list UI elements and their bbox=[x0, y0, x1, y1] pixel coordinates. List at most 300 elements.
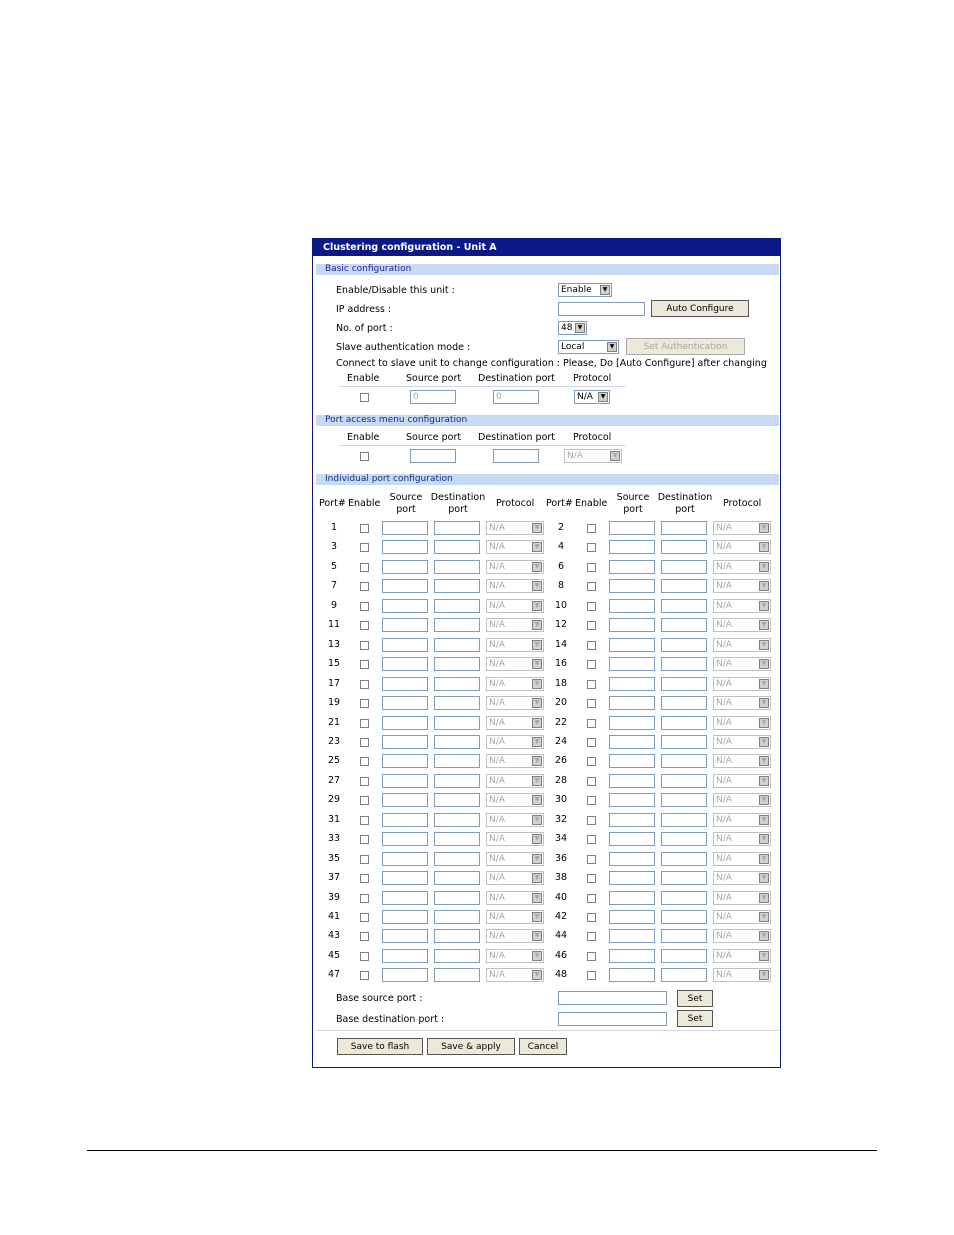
port-destination-input[interactable] bbox=[661, 968, 707, 982]
port-source-input[interactable] bbox=[609, 540, 655, 554]
divider bbox=[339, 386, 626, 387]
chevron-down-icon: ▼ bbox=[759, 737, 769, 747]
port-enable-checkbox[interactable] bbox=[587, 777, 596, 786]
access-enable-checkbox[interactable] bbox=[360, 452, 369, 461]
basic-enable-checkbox[interactable] bbox=[360, 393, 369, 402]
port-protocol-select[interactable]: N/A ▼ bbox=[713, 949, 771, 963]
port-source-input[interactable] bbox=[609, 618, 655, 632]
port-number: 16 bbox=[554, 658, 568, 670]
port-number: 8 bbox=[557, 580, 565, 592]
port-enable-checkbox[interactable] bbox=[587, 913, 596, 922]
port-enable-checkbox[interactable] bbox=[587, 641, 596, 650]
port-enable-checkbox[interactable] bbox=[587, 660, 596, 669]
port-destination-input[interactable] bbox=[434, 618, 480, 632]
port-protocol-select[interactable]: N/A ▼ bbox=[713, 871, 771, 885]
port-protocol-select[interactable]: N/A ▼ bbox=[486, 968, 544, 982]
port-enable-checkbox[interactable] bbox=[360, 738, 369, 747]
chevron-down-icon: ▼ bbox=[759, 756, 769, 766]
basic-source-port-input[interactable]: 0 bbox=[410, 390, 456, 404]
port-enable-checkbox[interactable] bbox=[587, 563, 596, 572]
port-enable-checkbox[interactable] bbox=[587, 874, 596, 883]
ind-col-destination-port: port bbox=[448, 504, 468, 515]
port-source-input[interactable] bbox=[609, 657, 655, 671]
port-number: 1 bbox=[330, 522, 338, 533]
port-enable-checkbox[interactable] bbox=[587, 835, 596, 844]
chevron-down-icon: ▼ bbox=[532, 581, 542, 591]
port-protocol-select[interactable]: N/A ▼ bbox=[713, 599, 771, 613]
chevron-down-icon: ▼ bbox=[532, 776, 542, 786]
port-protocol-select[interactable]: N/A ▼ bbox=[713, 657, 771, 671]
port-source-input[interactable] bbox=[382, 521, 428, 535]
port-destination-input[interactable] bbox=[661, 852, 707, 866]
port-enable-checkbox[interactable] bbox=[360, 874, 369, 883]
chevron-down-icon: ▼ bbox=[532, 601, 542, 611]
chevron-down-icon: ▼ bbox=[532, 718, 542, 728]
slave-auth-mode-select[interactable]: Local ▼ bbox=[558, 340, 619, 354]
port-number: 22 bbox=[554, 716, 568, 728]
chevron-down-icon: ▼ bbox=[532, 542, 542, 552]
port-enable-checkbox[interactable] bbox=[360, 816, 369, 825]
port-source-input[interactable] bbox=[609, 774, 655, 788]
access-col-enable: Enable bbox=[347, 432, 380, 443]
port-protocol-select[interactable]: N/A ▼ bbox=[713, 716, 771, 730]
port-source-input[interactable] bbox=[382, 618, 428, 632]
chevron-down-icon: ▼ bbox=[759, 640, 769, 650]
save-to-flash-button[interactable]: Save to flash bbox=[337, 1038, 423, 1055]
port-number: 34 bbox=[554, 833, 568, 845]
port-destination-input[interactable] bbox=[661, 716, 707, 730]
port-enable-checkbox[interactable] bbox=[360, 719, 369, 728]
basic-col-protocol: Protocol bbox=[573, 373, 612, 384]
base-source-set-button[interactable]: Set bbox=[677, 990, 713, 1007]
port-protocol-select[interactable]: N/A ▼ bbox=[713, 891, 771, 905]
port-protocol-select[interactable]: N/A ▼ bbox=[713, 540, 771, 554]
port-source-input[interactable] bbox=[382, 910, 428, 924]
port-protocol-select[interactable]: N/A ▼ bbox=[713, 696, 771, 710]
chevron-down-icon: ▼ bbox=[532, 893, 542, 903]
port-enable-checkbox[interactable] bbox=[587, 952, 596, 961]
port-protocol-select[interactable]: N/A ▼ bbox=[486, 716, 544, 730]
port-source-input[interactable] bbox=[382, 638, 428, 652]
port-enable-checkbox[interactable] bbox=[587, 524, 596, 533]
port-number: 15 bbox=[327, 658, 341, 670]
chevron-down-icon: ▼ bbox=[532, 873, 542, 883]
port-destination-input[interactable] bbox=[434, 813, 480, 827]
port-protocol-select[interactable]: N/A ▼ bbox=[486, 579, 544, 593]
port-protocol-select[interactable]: N/A ▼ bbox=[713, 638, 771, 652]
port-source-input[interactable] bbox=[382, 579, 428, 593]
port-destination-input[interactable] bbox=[661, 774, 707, 788]
port-destination-input[interactable] bbox=[434, 968, 480, 982]
ind-col-enable: Enable bbox=[575, 498, 608, 509]
port-source-input[interactable] bbox=[609, 852, 655, 866]
port-enable-checkbox[interactable] bbox=[587, 738, 596, 747]
port-protocol-select[interactable]: N/A ▼ bbox=[486, 657, 544, 671]
port-enable-checkbox[interactable] bbox=[360, 855, 369, 864]
port-source-input[interactable] bbox=[609, 813, 655, 827]
port-source-input[interactable] bbox=[609, 929, 655, 943]
port-enable-checkbox[interactable] bbox=[360, 913, 369, 922]
port-source-input[interactable] bbox=[382, 929, 428, 943]
access-source-port-input[interactable] bbox=[410, 449, 456, 463]
port-source-input[interactable] bbox=[609, 832, 655, 846]
enable-unit-label: Enable/Disable this unit : bbox=[336, 285, 455, 296]
basic-col-enable: Enable bbox=[347, 373, 380, 384]
port-destination-input[interactable] bbox=[661, 540, 707, 554]
port-protocol-select[interactable]: N/A ▼ bbox=[486, 832, 544, 846]
port-destination-input[interactable] bbox=[661, 949, 707, 963]
port-destination-input[interactable] bbox=[661, 599, 707, 613]
port-number: 44 bbox=[554, 930, 568, 942]
port-enable-checkbox[interactable] bbox=[360, 894, 369, 903]
port-protocol-select[interactable]: N/A ▼ bbox=[713, 929, 771, 943]
port-number: 32 bbox=[554, 813, 568, 825]
port-protocol-select[interactable]: N/A ▼ bbox=[486, 521, 544, 535]
ind-col-enable: Enable bbox=[348, 498, 381, 509]
port-source-input[interactable] bbox=[609, 677, 655, 691]
chevron-down-icon: ▼ bbox=[532, 679, 542, 689]
port-protocol-select[interactable]: N/A ▼ bbox=[486, 793, 544, 807]
port-protocol-select[interactable]: N/A ▼ bbox=[713, 735, 771, 749]
port-destination-input[interactable] bbox=[434, 793, 480, 807]
port-protocol-select[interactable]: N/A ▼ bbox=[486, 774, 544, 788]
port-number: 5 bbox=[330, 560, 338, 572]
port-source-input[interactable] bbox=[382, 949, 428, 963]
port-source-input[interactable] bbox=[609, 968, 655, 982]
port-protocol-select[interactable]: N/A ▼ bbox=[713, 560, 771, 574]
port-source-input[interactable] bbox=[382, 793, 428, 807]
port-destination-input[interactable] bbox=[661, 910, 707, 924]
chevron-down-icon: ▼ bbox=[532, 756, 542, 766]
port-enable-checkbox[interactable] bbox=[587, 855, 596, 864]
chevron-down-icon: ▼ bbox=[532, 931, 542, 941]
access-col-source-port: Source port bbox=[406, 432, 462, 443]
port-enable-checkbox[interactable] bbox=[360, 602, 369, 611]
cancel-button[interactable]: Cancel bbox=[519, 1038, 567, 1055]
port-source-input[interactable] bbox=[382, 599, 428, 613]
port-protocol-select[interactable]: N/A ▼ bbox=[713, 832, 771, 846]
port-number: 45 bbox=[327, 949, 341, 961]
port-number: 12 bbox=[554, 619, 568, 631]
ip-address-label: IP address : bbox=[336, 304, 392, 315]
port-enable-checkbox[interactable] bbox=[587, 816, 596, 825]
port-destination-input[interactable] bbox=[434, 832, 480, 846]
port-enable-checkbox[interactable] bbox=[587, 699, 596, 708]
port-enable-checkbox[interactable] bbox=[360, 796, 369, 805]
base-source-port-label: Base source port : bbox=[336, 993, 423, 1004]
port-protocol-select[interactable]: N/A ▼ bbox=[486, 910, 544, 924]
port-enable-checkbox[interactable] bbox=[360, 582, 369, 591]
port-protocol-select[interactable]: N/A ▼ bbox=[486, 754, 544, 768]
port-source-input[interactable] bbox=[382, 677, 428, 691]
port-destination-input[interactable] bbox=[661, 579, 707, 593]
port-destination-input[interactable] bbox=[434, 716, 480, 730]
port-source-input[interactable] bbox=[609, 521, 655, 535]
port-enable-checkbox[interactable] bbox=[587, 757, 596, 766]
port-protocol-select[interactable]: N/A ▼ bbox=[486, 696, 544, 710]
port-number: 7 bbox=[330, 580, 338, 592]
port-protocol-select[interactable]: N/A ▼ bbox=[713, 910, 771, 924]
port-number: 13 bbox=[327, 638, 341, 650]
port-destination-input[interactable] bbox=[434, 949, 480, 963]
port-source-input[interactable] bbox=[382, 696, 428, 710]
chevron-down-icon: ▼ bbox=[532, 523, 542, 533]
port-destination-input[interactable] bbox=[661, 657, 707, 671]
port-protocol-select[interactable]: N/A ▼ bbox=[713, 793, 771, 807]
port-enable-checkbox[interactable] bbox=[360, 699, 369, 708]
port-enable-checkbox[interactable] bbox=[360, 621, 369, 630]
port-enable-checkbox[interactable] bbox=[360, 543, 369, 552]
port-source-input[interactable] bbox=[609, 891, 655, 905]
port-enable-checkbox[interactable] bbox=[587, 894, 596, 903]
chevron-down-icon: ▼ bbox=[759, 581, 769, 591]
ip-address-input[interactable] bbox=[558, 302, 645, 316]
port-source-input[interactable] bbox=[382, 774, 428, 788]
port-enable-checkbox[interactable] bbox=[360, 563, 369, 572]
port-protocol-select[interactable]: N/A ▼ bbox=[486, 618, 544, 632]
basic-col-source-port: Source port bbox=[406, 373, 462, 384]
port-source-input[interactable] bbox=[382, 813, 428, 827]
chevron-down-icon: ▼ bbox=[759, 698, 769, 708]
port-enable-checkbox[interactable] bbox=[587, 680, 596, 689]
base-source-port-input[interactable] bbox=[558, 991, 667, 1005]
port-protocol-select[interactable]: N/A ▼ bbox=[486, 735, 544, 749]
port-protocol-select[interactable]: N/A ▼ bbox=[486, 599, 544, 613]
port-destination-input[interactable] bbox=[434, 560, 480, 574]
port-number: 18 bbox=[554, 677, 568, 689]
port-destination-input[interactable] bbox=[434, 638, 480, 652]
port-enable-checkbox[interactable] bbox=[587, 932, 596, 941]
port-source-input[interactable] bbox=[609, 579, 655, 593]
chevron-down-icon: ▼ bbox=[759, 815, 769, 825]
port-protocol-select[interactable]: N/A ▼ bbox=[486, 929, 544, 943]
port-enable-checkbox[interactable] bbox=[587, 621, 596, 630]
chevron-down-icon: ▼ bbox=[532, 815, 542, 825]
set-authentication-button[interactable]: Set Authentication bbox=[626, 338, 745, 355]
port-source-input[interactable] bbox=[382, 735, 428, 749]
port-protocol-select[interactable]: N/A ▼ bbox=[486, 540, 544, 554]
ind-col-destination: Destination bbox=[430, 492, 486, 503]
chevron-down-icon: ▼ bbox=[532, 698, 542, 708]
port-source-input[interactable] bbox=[609, 871, 655, 885]
port-source-input[interactable] bbox=[609, 735, 655, 749]
port-destination-input[interactable] bbox=[434, 521, 480, 535]
ind-col-protocol: Protocol bbox=[496, 498, 535, 509]
port-destination-input[interactable] bbox=[661, 813, 707, 827]
port-enable-checkbox[interactable] bbox=[360, 641, 369, 650]
port-source-input[interactable] bbox=[382, 871, 428, 885]
base-destination-port-label: Base destination port : bbox=[336, 1014, 445, 1025]
port-destination-input[interactable] bbox=[434, 891, 480, 905]
window-title: Clustering configuration - Unit A bbox=[313, 239, 780, 256]
port-protocol-select[interactable]: N/A ▼ bbox=[486, 852, 544, 866]
port-number: 9 bbox=[330, 599, 338, 611]
port-destination-input[interactable] bbox=[434, 929, 480, 943]
port-destination-input[interactable] bbox=[661, 793, 707, 807]
port-protocol-select[interactable]: N/A ▼ bbox=[713, 618, 771, 632]
number-of-port-select[interactable]: 48 ▼ bbox=[558, 321, 587, 335]
port-destination-input[interactable] bbox=[434, 754, 480, 768]
port-source-input[interactable] bbox=[382, 754, 428, 768]
port-source-input[interactable] bbox=[609, 949, 655, 963]
chevron-down-icon: ▼ bbox=[759, 562, 769, 572]
chevron-down-icon: ▼ bbox=[759, 776, 769, 786]
port-destination-input[interactable] bbox=[661, 891, 707, 905]
port-destination-input[interactable] bbox=[661, 638, 707, 652]
port-destination-input[interactable] bbox=[434, 735, 480, 749]
port-enable-checkbox[interactable] bbox=[587, 543, 596, 552]
chevron-down-icon: ▼ bbox=[759, 873, 769, 883]
port-destination-input[interactable] bbox=[661, 696, 707, 710]
enable-unit-select[interactable]: Enable ▼ bbox=[558, 283, 612, 297]
access-protocol-select[interactable]: N/A ▼ bbox=[564, 449, 622, 463]
port-destination-input[interactable] bbox=[661, 677, 707, 691]
port-protocol-select[interactable]: N/A ▼ bbox=[713, 852, 771, 866]
port-enable-checkbox[interactable] bbox=[587, 971, 596, 980]
port-destination-input[interactable] bbox=[434, 599, 480, 613]
port-protocol-select[interactable]: N/A ▼ bbox=[713, 754, 771, 768]
port-enable-checkbox[interactable] bbox=[360, 660, 369, 669]
port-protocol-select[interactable]: N/A ▼ bbox=[713, 677, 771, 691]
port-destination-input[interactable] bbox=[661, 521, 707, 535]
port-source-input[interactable] bbox=[609, 716, 655, 730]
base-destination-set-button[interactable]: Set bbox=[677, 1010, 713, 1027]
port-destination-input[interactable] bbox=[434, 657, 480, 671]
port-enable-checkbox[interactable] bbox=[360, 971, 369, 980]
port-number: 47 bbox=[327, 969, 341, 981]
port-destination-input[interactable] bbox=[661, 735, 707, 749]
port-number: 24 bbox=[554, 735, 568, 747]
port-number: 40 bbox=[554, 891, 568, 903]
port-source-input[interactable] bbox=[382, 852, 428, 866]
basic-configuration-header: Basic configuration bbox=[316, 264, 779, 275]
port-number: 41 bbox=[327, 911, 341, 922]
chevron-down-icon: ▼ bbox=[532, 562, 542, 572]
port-number: 36 bbox=[554, 852, 568, 864]
port-source-input[interactable] bbox=[609, 696, 655, 710]
port-source-input[interactable] bbox=[609, 599, 655, 613]
port-source-input[interactable] bbox=[382, 891, 428, 905]
chevron-down-icon: ▼ bbox=[575, 323, 585, 333]
port-source-input[interactable] bbox=[609, 754, 655, 768]
chevron-down-icon: ▼ bbox=[759, 893, 769, 903]
port-source-input[interactable] bbox=[609, 910, 655, 924]
port-protocol-select[interactable]: N/A ▼ bbox=[713, 774, 771, 788]
port-access-header: Port access menu configuration bbox=[316, 415, 779, 426]
chevron-down-icon: ▼ bbox=[759, 542, 769, 552]
port-enable-checkbox[interactable] bbox=[587, 602, 596, 611]
port-destination-input[interactable] bbox=[434, 871, 480, 885]
port-source-input[interactable] bbox=[609, 560, 655, 574]
port-protocol-select[interactable]: N/A ▼ bbox=[486, 638, 544, 652]
port-enable-checkbox[interactable] bbox=[360, 680, 369, 689]
port-enable-checkbox[interactable] bbox=[587, 796, 596, 805]
port-protocol-select[interactable]: N/A ▼ bbox=[486, 949, 544, 963]
port-source-input[interactable] bbox=[382, 540, 428, 554]
chevron-down-icon: ▼ bbox=[532, 854, 542, 864]
port-protocol-select[interactable]: N/A ▼ bbox=[486, 871, 544, 885]
slave-auth-mode-label: Slave authentication mode : bbox=[336, 342, 471, 353]
port-destination-input[interactable] bbox=[661, 618, 707, 632]
port-number: 39 bbox=[327, 891, 341, 903]
port-source-input[interactable] bbox=[609, 793, 655, 807]
port-protocol-select[interactable]: N/A ▼ bbox=[486, 891, 544, 905]
auto-configure-button[interactable]: Auto Configure bbox=[651, 300, 749, 317]
chevron-down-icon: ▼ bbox=[532, 970, 542, 980]
port-number: 28 bbox=[554, 774, 568, 786]
port-source-input[interactable] bbox=[382, 968, 428, 982]
port-destination-input[interactable] bbox=[434, 540, 480, 554]
port-protocol-select[interactable]: N/A ▼ bbox=[486, 677, 544, 691]
port-source-input[interactable] bbox=[382, 560, 428, 574]
port-protocol-select[interactable]: N/A ▼ bbox=[713, 579, 771, 593]
port-number: 23 bbox=[327, 735, 341, 747]
port-destination-input[interactable] bbox=[661, 871, 707, 885]
chevron-down-icon: ▼ bbox=[532, 640, 542, 650]
port-destination-input[interactable] bbox=[434, 696, 480, 710]
port-protocol-select[interactable]: N/A ▼ bbox=[713, 813, 771, 827]
port-number: 25 bbox=[327, 755, 341, 767]
port-destination-input[interactable] bbox=[434, 852, 480, 866]
port-protocol-select[interactable]: N/A ▼ bbox=[713, 968, 771, 982]
access-destination-port-input[interactable] bbox=[493, 449, 539, 463]
port-source-input[interactable] bbox=[609, 638, 655, 652]
port-source-input[interactable] bbox=[382, 716, 428, 730]
port-destination-input[interactable] bbox=[661, 560, 707, 574]
ind-col-source: Source bbox=[389, 492, 423, 503]
chevron-down-icon: ▼ bbox=[532, 834, 542, 844]
port-enable-checkbox[interactable] bbox=[360, 524, 369, 533]
port-source-input[interactable] bbox=[382, 657, 428, 671]
port-enable-checkbox[interactable] bbox=[587, 719, 596, 728]
port-enable-checkbox[interactable] bbox=[360, 757, 369, 766]
port-destination-input[interactable] bbox=[434, 579, 480, 593]
chevron-down-icon: ▼ bbox=[598, 392, 608, 402]
port-enable-checkbox[interactable] bbox=[360, 932, 369, 941]
number-of-port-label: No. of port : bbox=[336, 323, 393, 334]
port-destination-input[interactable] bbox=[661, 754, 707, 768]
port-destination-input[interactable] bbox=[434, 910, 480, 924]
port-enable-checkbox[interactable] bbox=[360, 952, 369, 961]
port-protocol-select[interactable]: N/A ▼ bbox=[486, 560, 544, 574]
port-destination-input[interactable] bbox=[434, 774, 480, 788]
port-number: 31 bbox=[327, 813, 341, 825]
divider bbox=[316, 1030, 779, 1031]
basic-destination-port-input[interactable]: 0 bbox=[493, 390, 539, 404]
port-protocol-select[interactable]: N/A ▼ bbox=[713, 521, 771, 535]
port-protocol-select[interactable]: N/A ▼ bbox=[486, 813, 544, 827]
port-destination-input[interactable] bbox=[661, 832, 707, 846]
chevron-down-icon: ▼ bbox=[759, 601, 769, 611]
chevron-down-icon: ▼ bbox=[759, 795, 769, 805]
base-destination-port-input[interactable] bbox=[558, 1012, 667, 1026]
port-number: 27 bbox=[327, 774, 341, 786]
save-and-apply-button[interactable]: Save & apply bbox=[427, 1038, 515, 1055]
port-number: 4 bbox=[557, 541, 565, 553]
port-enable-checkbox[interactable] bbox=[360, 835, 369, 844]
port-enable-checkbox[interactable] bbox=[587, 582, 596, 591]
port-number: 14 bbox=[554, 638, 568, 650]
ind-col-protocol: Protocol bbox=[723, 498, 762, 509]
port-destination-input[interactable] bbox=[434, 677, 480, 691]
port-source-input[interactable] bbox=[382, 832, 428, 846]
port-destination-input[interactable] bbox=[661, 929, 707, 943]
port-number: 20 bbox=[554, 697, 568, 709]
basic-protocol-select[interactable]: N/A ▼ bbox=[574, 390, 610, 404]
port-enable-checkbox[interactable] bbox=[360, 777, 369, 786]
ind-col-source-port: port bbox=[396, 504, 416, 515]
chevron-down-icon: ▼ bbox=[759, 931, 769, 941]
